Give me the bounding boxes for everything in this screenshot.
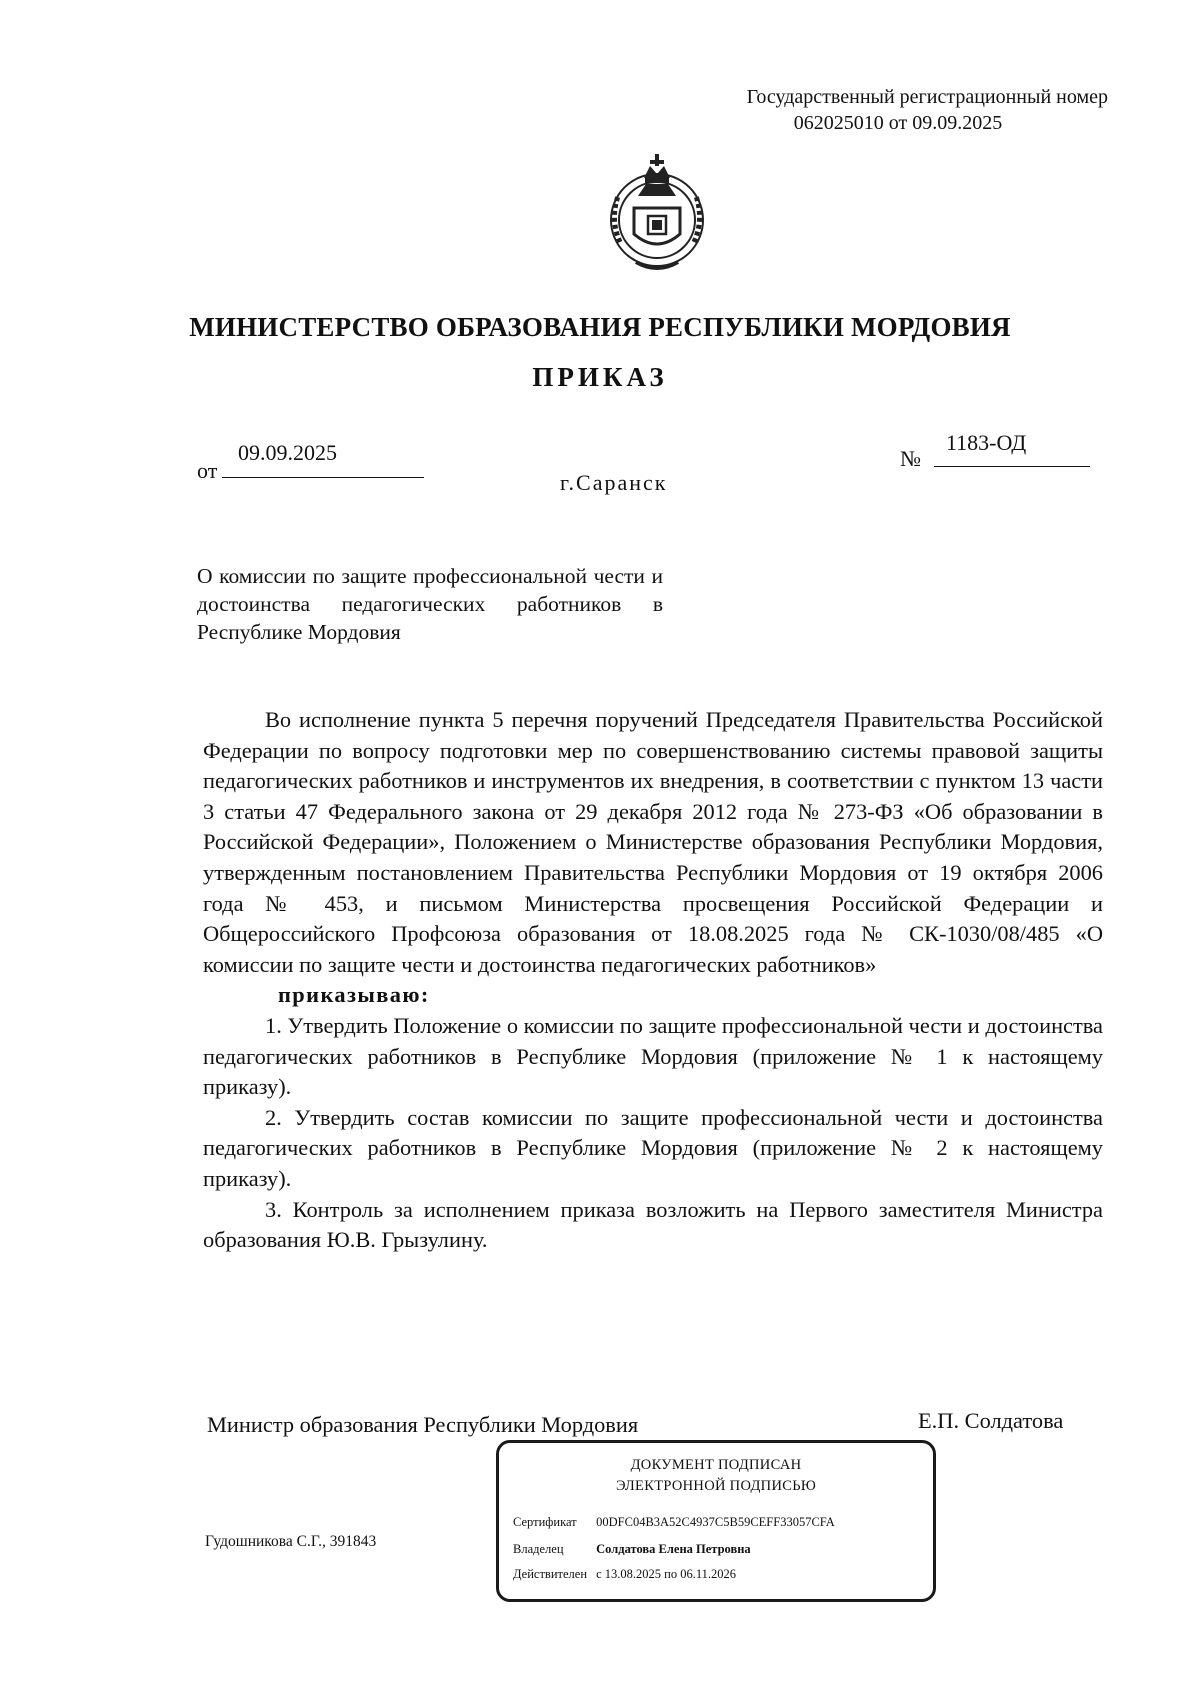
stamp-certificate-row (513, 1515, 835, 1530)
registration-number (648, 84, 1108, 136)
coat-of-arms-icon (598, 150, 716, 276)
stamp-title-line2: ЭЛЕКТРОННОЙ ПОДПИСЬЮ (615, 1478, 817, 1494)
e-signature-stamp (496, 1440, 936, 1602)
preamble: Во исполнение пункта 5 перечня поручений Председателя Правительства Российской Федерации по вопросу подготовки мер по совершенствованию системы правовой защиты педагогических работников и инструментов их внедрения, в соответствии с пунктом 13 части 3 статьи 47 Федерального закона от 29 декабря 2012 года № 273-ФЗ «Об образовании в Российской Федерации», Положением о Министерстве образования Республики Мордовия, утвержденным постановлением Правительства Республики Мордовия от 19 октября 2006 года № 453, и письмом Министерства просвещения Российской Федерации и Общероссийского Профсоюза образования от 18.08.2025 года № СК-1030/08/485 «О комиссии по защите чести и достоинства педагогических работников» (203, 707, 1103, 977)
order-body (203, 705, 1103, 1256)
order-word: приказываю: (278, 982, 430, 1008)
order-subject: О комиссии по защите профессиональной чести и достоинства педагогических работников в Республике Мордовия (197, 564, 663, 644)
certificate-value: 00DFC04B3A52C4937C5B59CEFF33057CFA (596, 1515, 835, 1529)
certificate-label: Сертификат (513, 1515, 577, 1529)
number-label: № (900, 446, 921, 471)
order-item: 2. Утвердить состав комиссии по защите профессиональной чести и достоинства педагогических работников в Республике Мордовия (приложение № 2 к настоящему приказу). (203, 1104, 1103, 1191)
registration-label: Государственный регистрационный номер (746, 86, 1108, 108)
owner-value: Солдатова Елена Петровна (596, 1542, 751, 1556)
valid-value: с 13.08.2025 по 06.11.2026 (596, 1567, 737, 1581)
stamp-owner-row (513, 1542, 751, 1557)
order-date: 09.09.2025 (238, 440, 337, 465)
registration-value: 062025010 от 09.09.2025 (793, 112, 1003, 134)
order-number: 1183-ОД (946, 430, 1027, 455)
ministry-title: МИНИСТЕРСТВО ОБРАЗОВАНИЯ РЕСПУБЛИКИ МОРДОВИЯ (189, 312, 1011, 342)
executor-contact: Гудошникова С.Г., 391843 (205, 1533, 377, 1550)
city: г.Саранск (560, 470, 668, 495)
order-item: 3. Контроль за исполнением приказа возложить на Первого заместителя Министра образования Ю.В. Грызулину. (203, 1196, 1103, 1253)
signatory-name: Е.П. Солдатова (918, 1408, 1064, 1433)
date-underline (222, 477, 424, 478)
document-type: ПРИКАЗ (532, 362, 668, 392)
owner-label: Владелец (513, 1542, 564, 1556)
stamp-title-line1: ДОКУМЕНТ ПОДПИСАН (630, 1457, 802, 1473)
valid-label: Действителен (513, 1567, 588, 1581)
stamp-title (499, 1455, 933, 1497)
signatory-position: Министр образования Республики Мордовия (207, 1412, 639, 1437)
number-underline (934, 466, 1090, 467)
date-label: от (197, 458, 218, 483)
stamp-valid-row (513, 1567, 736, 1582)
order-item: 1. Утвердить Положение о комиссии по защите профессиональной чести и достоинства педагогических работников в Республике Мордовия (приложение № 1 к настоящему приказу). (203, 1012, 1103, 1100)
